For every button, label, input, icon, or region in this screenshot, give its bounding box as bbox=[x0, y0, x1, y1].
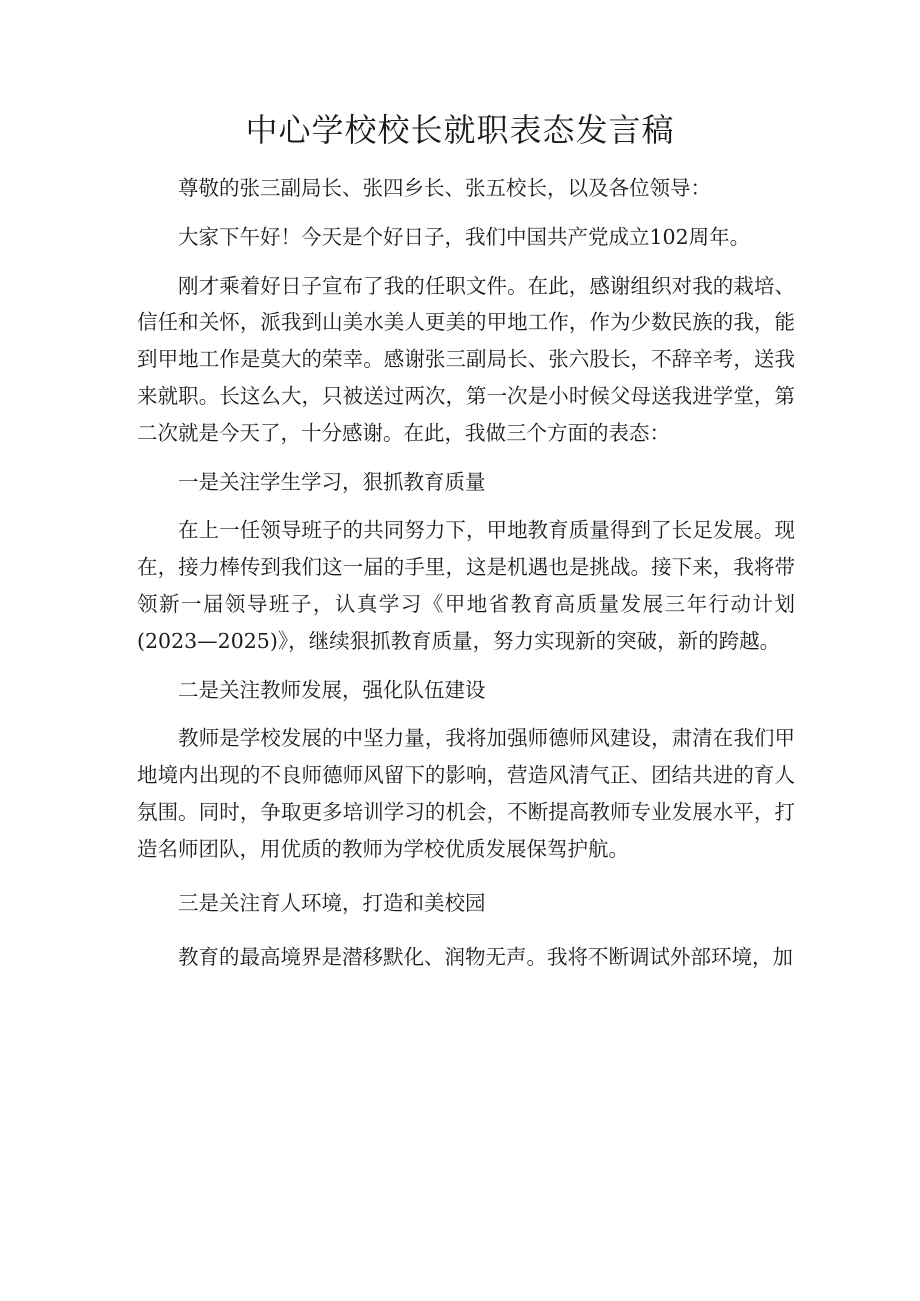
section-paragraph-3: 教育的最高境界是潜移默化、润物无声。我将不断调试外部环境，加 bbox=[178, 945, 793, 970]
intro-paragraph: 刚才乘着好日子宣布了我的任职文件。在此，感谢组织对我的栽培、信任和关怀，派我到山美水美人更美的甲地工作，作为少数民族的我，能到甲地工作是莫大的荣幸。感谢张三副局长、张六股长，不辞辛考，送我来就职。长这么大，只被送过两次，第一次是小时候父母送我进学堂，第二次就是今天了，十分感谢。在此，我做三个方面的表态： bbox=[137, 273, 795, 445]
section-heading-2: 二是关注教师发展，强化队伍建设 bbox=[178, 677, 486, 702]
greeting-paragraph: 大家下午好！今天是个好日子，我们中国共产党成立102周年。 bbox=[178, 224, 751, 249]
section-paragraph-2: 教师是学校发展的中坚力量，我将加强师德师风建设，肃清在我们甲地境内出现的不良师德师风留下的影响，营造风清气正、团结共进的育人氛围。同时，争取更多培训学习的机会，不断提高教师专业发展水平，打造名师团队，用优质的教师为学校优质发展保驾护航。 bbox=[137, 726, 795, 861]
section-heading-1: 一是关注学生学习，狠抓教育质量 bbox=[178, 469, 486, 494]
salutation-paragraph: 尊敬的张三副局长、张四乡长、张五校长，以及各位领导： bbox=[178, 176, 711, 200]
section-heading-3: 三是关注育人环境，打造和美校园 bbox=[178, 890, 486, 915]
document-title: 中心学校校长就职表态发言稿 bbox=[245, 111, 675, 149]
document-body bbox=[137, 170, 795, 976]
section-paragraph-1: 在上一任领导班子的共同努力下，甲地教育质量得到了长足发展。现在，接力棒传到我们这一届的手里，这是机遇也是挑战。接下来，我将带领新一届领导班子，认真学习《甲地省教育高质量发展三年行动计划(2023—2025)》，继续狠抓教育质量，努力实现新的突破，新的跨越。 bbox=[137, 518, 795, 653]
